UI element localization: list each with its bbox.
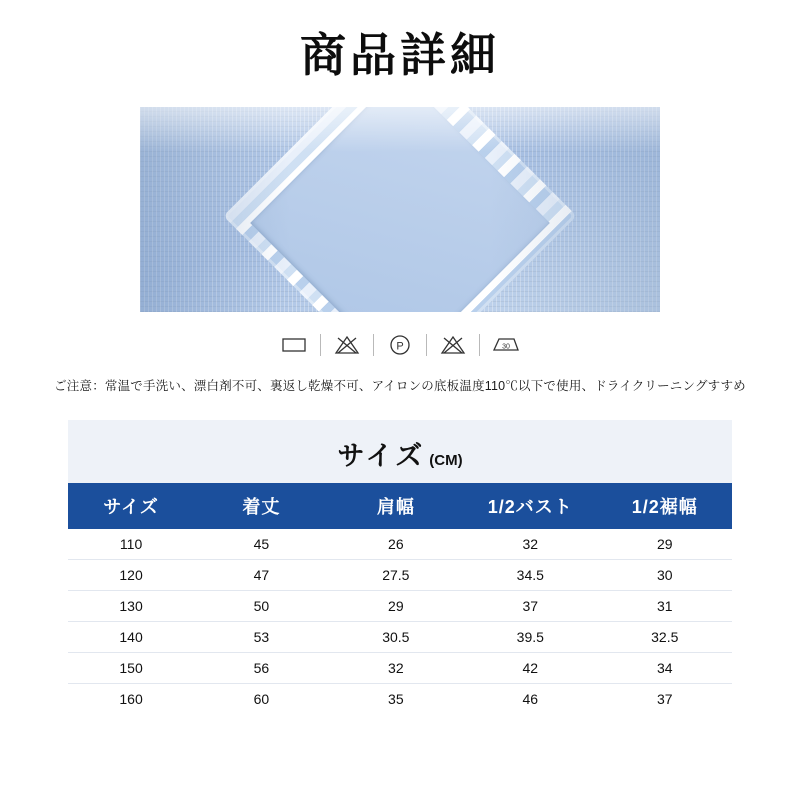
cell-shoulder: 27.5 (329, 559, 463, 590)
size-chart-heading (68, 420, 732, 483)
cell-size: 110 (68, 529, 194, 560)
product-photo (140, 107, 660, 312)
no-bleach-icon (321, 328, 373, 362)
table-row (68, 652, 732, 683)
cell-shoulder: 30.5 (329, 621, 463, 652)
cell-shoulder: 32 (329, 652, 463, 683)
no-tumble-dry-icon (427, 328, 479, 362)
table-row (68, 683, 732, 714)
cell-length: 53 (194, 621, 328, 652)
svg-text:30: 30 (502, 343, 510, 351)
cell-size: 140 (68, 621, 194, 652)
cell-bust: 42 (463, 652, 597, 683)
photo-shadow-right (490, 107, 660, 312)
cell-length: 47 (194, 559, 328, 590)
size-table-header (68, 483, 732, 529)
iron-110-icon (480, 328, 532, 362)
cell-hem: 34 (598, 652, 732, 683)
cell-length: 56 (194, 652, 328, 683)
bottom-spacer (0, 714, 800, 754)
size-table (68, 483, 732, 714)
dry-clean-p-icon (374, 328, 426, 362)
column-header-hem: 1/2裾幅 (598, 483, 732, 529)
cell-shoulder: 26 (329, 529, 463, 560)
table-row (68, 621, 732, 652)
cell-bust: 39.5 (463, 621, 597, 652)
cell-bust: 34.5 (463, 559, 597, 590)
cell-hem: 29 (598, 529, 732, 560)
table-header-row (68, 483, 732, 529)
cell-size: 150 (68, 652, 194, 683)
cell-bust: 32 (463, 529, 597, 560)
cell-shoulder: 29 (329, 590, 463, 621)
size-table-body (68, 529, 732, 714)
photo-shadow-left (140, 107, 290, 312)
cell-hem: 30 (598, 559, 732, 590)
cell-size: 130 (68, 590, 194, 621)
cell-hem: 31 (598, 590, 732, 621)
column-header-size: サイズ (68, 483, 194, 529)
hand-wash-icon (268, 328, 320, 362)
cell-length: 60 (194, 683, 328, 714)
title-section (0, 0, 800, 81)
page-title: 商品詳細 (300, 29, 500, 81)
size-chart-title: サイズ (337, 440, 426, 471)
size-chart-card (68, 420, 732, 714)
table-row (68, 529, 732, 560)
table-row (68, 590, 732, 621)
cell-size: 120 (68, 559, 194, 590)
svg-text:P: P (396, 340, 404, 353)
cell-bust: 37 (463, 590, 597, 621)
table-row (68, 559, 732, 590)
cell-size: 160 (68, 683, 194, 714)
cell-length: 50 (194, 590, 328, 621)
column-header-bust: 1/2バスト (463, 483, 597, 529)
column-header-length: 着丈 (194, 483, 328, 529)
cell-hem: 32.5 (598, 621, 732, 652)
caution-note: ご注意：常温で手洗い、漂白剤不可、裏返し乾燥不可、アイロンの底板温度110℃以下で使用、ドライクリーニングすすめ (54, 378, 746, 393)
cell-length: 45 (194, 529, 328, 560)
cell-hem: 37 (598, 683, 732, 714)
cell-bust: 46 (463, 683, 597, 714)
column-header-shoulder: 肩幅 (329, 483, 463, 529)
cell-shoulder: 35 (329, 683, 463, 714)
size-chart-unit: (CM) (429, 451, 463, 469)
care-instruction-icons (0, 328, 800, 362)
